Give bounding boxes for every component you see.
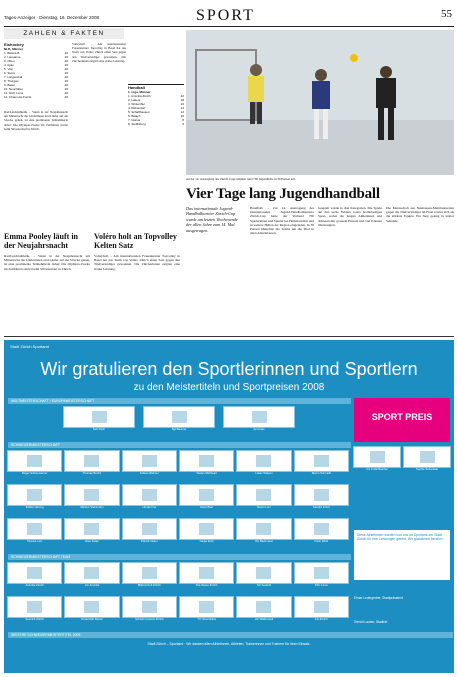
athlete-name: HC Wädenswil <box>254 617 274 621</box>
standings-cell: 26 <box>64 71 68 76</box>
athlete-card <box>295 596 348 626</box>
athlete-card <box>295 484 348 514</box>
ad-signature-2: Gerold Lauber, Stadtrat <box>354 620 388 624</box>
athlete-photo <box>256 601 271 613</box>
athlete-card <box>295 562 348 592</box>
athlete-photo <box>27 567 42 579</box>
standings-cell: 4. Dübendorf <box>128 106 146 111</box>
standings-cell: 10 <box>180 114 184 119</box>
athlete-photo <box>199 489 214 501</box>
athlete-photo-frame <box>236 518 291 540</box>
athlete-name: Rot-Weiss Zürich <box>195 583 218 587</box>
athlete-photo <box>199 523 214 535</box>
athlete-photo-frame <box>223 406 295 428</box>
athlete-card <box>237 518 290 548</box>
handball-title: Handball <box>128 85 145 90</box>
athlete-name: Seeclub Zürich <box>25 617 44 621</box>
standings-cell: 9. Basel <box>4 83 15 88</box>
athlete-photo-frame <box>64 596 119 618</box>
ad-row-6 <box>8 596 348 626</box>
athlete-name: Marco Schmidli <box>311 471 331 475</box>
standings-cell: 7. Langenthal <box>4 75 23 80</box>
athlete-card <box>8 518 61 548</box>
athlete-photo-frame <box>7 518 62 540</box>
athlete-photo <box>256 455 271 467</box>
standings-cell: 16 <box>180 102 184 107</box>
athlete-name: Karin Wüst <box>314 539 329 543</box>
athlete-photo-frame <box>179 484 234 506</box>
athlete-photo <box>84 601 99 613</box>
athlete-photo <box>84 567 99 579</box>
athlete-photo-frame <box>294 518 349 540</box>
ad-band-sm: SCHWEIZERMEISTERSCHAFT <box>8 442 351 448</box>
ad-footer: Stadt Zürich – Sportamt · Wir danken allen Athletinnen, Athleten, Trainerinnen und Trainern für ihren Einsatz. <box>147 642 311 646</box>
athlete-name: SC Seefeld <box>256 583 272 587</box>
athlete-photo-frame <box>64 562 119 584</box>
standings-title: Eishockey <box>4 42 24 47</box>
athlete-photo <box>142 489 157 501</box>
athlete-photo <box>84 523 99 535</box>
athlete-card <box>180 518 233 548</box>
athlete-card <box>295 518 348 548</box>
athlete-name: Hans Bieri <box>200 505 214 509</box>
athlete-name: Schwimmverein Zürich <box>135 617 164 621</box>
athlete-name: Stefan Mülhaupt <box>196 471 217 475</box>
athlete-photo-frame <box>64 484 119 506</box>
athlete-photo <box>27 523 42 535</box>
standings-cell: 12 <box>180 110 184 115</box>
standings-cell: 18 <box>180 98 184 103</box>
athlete-name: GC Amicitia <box>84 583 100 587</box>
sport-preis-label: SPORT PREIS <box>371 412 433 422</box>
athlete-name: Sgt Baumet <box>171 427 187 431</box>
ad-row-1 <box>64 406 294 436</box>
athlete-photo <box>314 455 329 467</box>
athlete-photo <box>252 411 267 423</box>
athlete-photo <box>256 567 271 579</box>
standings-cell: 26 <box>64 67 68 72</box>
standings-cell: 6. Bülach <box>128 114 141 119</box>
athlete-name: Sophie Schaufele <box>416 467 438 471</box>
athlete-name: TV Unterstrass <box>197 617 216 621</box>
athlete-name: Patrick Gisler <box>141 539 158 543</box>
standings-cell: 4. Ajoie <box>4 63 14 68</box>
standings-box <box>4 42 68 99</box>
handball-sub: 1. Liga, Männer <box>128 90 151 94</box>
athlete-photo <box>142 455 157 467</box>
standings-cell: 10. Neuchâtel <box>4 87 23 92</box>
emma-body: Rad/Leichtathletik. – Wenn in der Neujahrsnacht um Mitternacht die Läuferinnen und Läufer auf die Strecke gehen, ist eine prominente Teilnehmerin dabei: Die Olympia-Zweite im Zeitfahren startet beim Silvesterlauf in Zürich. <box>4 254 90 271</box>
athlete-name: Markus Steinmann <box>80 505 104 509</box>
athlete-card <box>237 596 290 626</box>
athlete-card <box>237 562 290 592</box>
athlete-photo <box>199 567 214 579</box>
standings-row <box>128 122 184 126</box>
athlete-photo <box>142 601 157 613</box>
ad-row-4 <box>8 518 348 548</box>
sport-preis-logo <box>354 398 450 442</box>
standings-cell: 26 <box>64 95 68 100</box>
athlete-photo-frame <box>7 596 62 618</box>
athlete-photo-frame <box>122 596 177 618</box>
emma-headline: Emma Pooley läuft in der Neujahrsnacht <box>4 232 78 250</box>
standings-cell: 26 <box>64 75 68 80</box>
athlete-name: Ursula Frei <box>142 505 157 509</box>
standings-cell: 1. Biasca-B <box>4 51 20 56</box>
athlete-card <box>8 484 61 514</box>
athlete-card <box>123 450 176 480</box>
page-header <box>4 4 454 27</box>
athlete-photo <box>172 411 187 423</box>
athlete-photo <box>420 451 435 463</box>
athlete-photo-frame <box>236 596 291 618</box>
facts-title: ZAHLEN & FAKTEN <box>4 28 124 39</box>
handball-photo <box>186 30 454 175</box>
athlete-name: Lukas Walpen <box>255 471 273 475</box>
ad-row-5 <box>8 562 348 592</box>
standings-row <box>4 95 68 99</box>
athlete-photo-frame <box>179 450 234 472</box>
athlete-card <box>123 596 176 626</box>
athlete-card <box>123 562 176 592</box>
standings-cell: 14 <box>180 106 184 111</box>
handball-table <box>128 94 184 126</box>
athlete-photo <box>370 451 385 463</box>
athlete-name: Urs Bachmann <box>254 539 274 543</box>
standings-cell: 11. GCK Lions <box>4 91 24 96</box>
athlete-photo-frame <box>64 450 119 472</box>
athlete-photo <box>314 567 329 579</box>
athlete-photo-frame <box>179 596 234 618</box>
ad-closing-text: Diese Athletinnen wurden von uns im Sportamt der Stadt Zürich für ihre Leistungen geehrt. Wir gratulieren herzlich. <box>354 530 450 580</box>
athlete-card <box>8 450 61 480</box>
ad-brand: Stadt Zürich Sportamt <box>10 344 49 349</box>
athlete-name: FC Zürich <box>315 617 328 621</box>
athlete-card <box>8 562 61 592</box>
athlete-name: Urs Frölichbacher <box>365 467 389 471</box>
athlete-name: Remo Lutz <box>257 505 271 509</box>
divider <box>4 336 454 337</box>
standings-cell: 3. Winterthur <box>128 102 146 107</box>
athlete-photo-frame <box>179 518 234 540</box>
athlete-photo <box>314 601 329 613</box>
athlete-photo-frame <box>294 484 349 506</box>
standings-sub: NLB, Männer <box>4 47 24 51</box>
athlete-photo-frame <box>122 450 177 472</box>
paper-dateline: Tages-Anzeiger · Dienstag, 16. Dezember 2008 <box>4 15 100 20</box>
athlete-name: Sandra Imhof <box>312 505 330 509</box>
photo-caption: An der 14. Austragung des Zürich-Cups nahmen rund 700 Jugendliche in 39 Partien teil. <box>186 177 296 181</box>
athlete-card <box>180 484 233 514</box>
athlete-photo <box>142 523 157 535</box>
athlete-card <box>123 484 176 514</box>
main-body-col1: Handball. – Zur 14. Austragung des internationalen Jugend-Handballturniers Zürich-Cup hatte der Verband 700 Spielerinnen und Spieler ins Hallenstadion und in weitere Hallen der Region eingeladen. In 39 Partien kämpften die Teams um die Titel in allen Altersklassen. <box>250 206 314 236</box>
facts-filler: Rad/Leichtathletik. – Wenn in der Neujahrsnacht um Mitternacht die Läuferinnen und Läufer auf die Strecke gehen, ist eine prominente Teilnehmerin dabei: Die Olympia-Zweite im Zeitfahren startet beim Silvesterlauf in Zürich. <box>4 110 68 131</box>
standings-cell: 8. Steffisburg <box>128 122 146 127</box>
athlete-photo <box>84 489 99 501</box>
ad-row-2 <box>8 450 348 480</box>
section-title: SPORT <box>196 7 255 24</box>
athlete-name: Fabian Widmer <box>139 471 159 475</box>
standings-table <box>4 51 68 99</box>
ad-row-3 <box>8 484 348 514</box>
athlete-photo-frame <box>122 518 177 540</box>
handball-box <box>128 84 184 126</box>
standings-cell: 26 <box>64 63 68 68</box>
standings-cell: 22 <box>180 94 184 99</box>
standings-cell: 7. Glarus <box>128 118 141 123</box>
athlete-card <box>224 406 294 436</box>
standings-cell: 26 <box>64 83 68 88</box>
athlete-name: Amicitia Zürich <box>25 583 44 587</box>
athlete-photo-frame <box>7 450 62 472</box>
athlete-name: Billard-Club Zürich <box>137 583 161 587</box>
athlete-card <box>65 450 118 480</box>
athlete-card <box>65 484 118 514</box>
ad-band-wm: WELTMEISTERSCHAFT / EUROPAMEISTERSCHAFT <box>8 398 351 404</box>
page-number: 55 <box>441 8 452 20</box>
main-body-col2: Gespielt wurde in drei Kategorien. Die Spiele auf den sechs Feldern boten hochklassigen Sport, wobei die jungen Athletinnen und Athleten mit grossem Einsatz und viel Können überzeugten. <box>318 206 382 227</box>
athlete-photo <box>84 455 99 467</box>
athlete-photo-frame <box>63 406 135 428</box>
athlete-photo-frame <box>179 562 234 584</box>
athlete-card <box>180 450 233 480</box>
athlete-card <box>144 406 214 436</box>
athlete-photo-frame <box>236 450 291 472</box>
athlete-card <box>295 450 348 480</box>
standings-cell: 8. Thurgau <box>4 79 19 84</box>
athlete-card <box>65 518 118 548</box>
ad-greeting-sub: zu den Meistertiteln und Sportpreisen 2008 <box>133 382 325 393</box>
athlete-photo <box>27 489 42 501</box>
athlete-photo-frame <box>143 406 215 428</box>
athlete-card <box>64 406 134 436</box>
main-body-col3: Die Mannschaft aus Neuhausen-Mettmenstetten gegen die Titelverteidiger im Final erwies sich als die stärkste Equipe. Ein Sieg gelang in letzter Sekunde. <box>386 206 454 223</box>
sport-preis-winners <box>354 446 450 476</box>
athlete-name: Gian Keller <box>85 539 99 543</box>
standings-cell: 8 <box>182 118 184 123</box>
athlete-photo <box>27 455 42 467</box>
athlete-card <box>237 484 290 514</box>
standings-cell: 26 <box>64 51 68 56</box>
athlete-card <box>180 562 233 592</box>
athlete-photo-frame <box>7 484 62 506</box>
standings-cell: 26 <box>64 91 68 96</box>
athlete-photo <box>199 455 214 467</box>
athlete-photo-frame <box>294 450 349 472</box>
ad-signature-1: Elmar Ledergerber, Stadtpräsident <box>354 596 403 600</box>
athlete-name: Roger Schwendener <box>21 471 48 475</box>
handball-scene-illustration <box>186 30 454 175</box>
standings-cell: 6 <box>182 122 184 127</box>
athlete-photo <box>256 523 271 535</box>
standings-cell: 26 <box>64 55 68 60</box>
ad-band-team: SCHWEIZERMEISTERSCHAFT TEAM <box>8 554 351 560</box>
athlete-card <box>180 596 233 626</box>
athlete-photo-frame <box>7 562 62 584</box>
volero-headline: Voléro holt an Topvolley Kelten Satz <box>94 232 177 250</box>
ad-band-more: WEITERE SCHWEIZERMEISTERTITEL 2008 <box>8 632 453 638</box>
athlete-photo <box>314 489 329 501</box>
athlete-name: Esther Herzog <box>25 505 44 509</box>
athlete-photo-frame <box>403 446 451 468</box>
standings-cell: 2. Lausanne <box>4 55 21 60</box>
athlete-photo <box>199 601 214 613</box>
athlete-card <box>237 450 290 480</box>
athlete-name: Tamara Lutz <box>26 539 43 543</box>
volero-body: Volleyball. – Am internationalen Frauenturnier Topvolley in Basel hat das Team von Voléro Zürich einen Satz gegen den Titelverteidiger gewonnen. Die Zürcherinnen zeigten eine starke Leistung. <box>94 254 180 271</box>
standings-cell: 6. Sierre <box>4 71 16 76</box>
standings-cell: 26 <box>64 87 68 92</box>
standings-cell: 1. Amicitia Zürich <box>128 94 151 99</box>
standings-cell: 5. Visp <box>4 67 14 72</box>
athlete-photo-frame <box>353 446 401 468</box>
athlete-photo-frame <box>236 484 291 506</box>
standings-cell: 5. Schaffhausen <box>128 110 150 115</box>
athlete-card <box>8 596 61 626</box>
ad-greeting: Wir gratulieren den Sportlerinnen und Sportlern <box>40 359 418 379</box>
athlete-photo-frame <box>294 596 349 618</box>
athlete-photo <box>314 523 329 535</box>
facts-text-left <box>4 110 68 131</box>
athlete-photo <box>92 411 107 423</box>
athlete-name: Nadja Roth <box>199 539 214 543</box>
athlete-name: Ruderclub Reuss <box>81 617 103 621</box>
athlete-card <box>354 446 400 476</box>
athlete-photo <box>142 567 157 579</box>
athlete-card <box>404 446 450 476</box>
standings-cell: 26 <box>64 79 68 84</box>
standings-cell: 2. Lakers <box>128 98 141 103</box>
athlete-photo-frame <box>236 562 291 584</box>
main-headline: Vier Tage lang Jugendhandball <box>186 186 380 202</box>
athlete-photo-frame <box>294 562 349 584</box>
athlete-card <box>65 562 118 592</box>
athlete-name: ZSC Lions <box>314 583 328 587</box>
athlete-card <box>123 518 176 548</box>
standings-cell: 12. Chaux-de-Fonds <box>4 95 32 100</box>
athlete-photo <box>256 489 271 501</box>
facts-text-mid <box>72 42 126 63</box>
athlete-photo <box>27 601 42 613</box>
athlete-photo-frame <box>64 518 119 540</box>
athlete-card <box>65 596 118 626</box>
facts-filler-2: Volleyball. – Am internationalen Frauenturnier Topvolley in Basel hat das Team von Voléro Zürich einen Satz gegen den Titelverteidiger gewonnen. Die Zürcherinnen zeigten eine starke Leistung. <box>72 42 126 63</box>
athlete-name: Thomas Buchs <box>82 471 102 475</box>
athlete-name: Sct Anas <box>253 427 265 431</box>
sport-ad <box>4 340 454 673</box>
standings-cell: 26 <box>64 59 68 64</box>
athlete-photo-frame <box>122 562 177 584</box>
athlete-photo-frame <box>122 484 177 506</box>
standings-cell: 3. Olten <box>4 59 15 64</box>
athlete-name: Seb Pach <box>92 427 106 431</box>
main-lead: Das internationale Jugend-Handballturnier Zürich-Cup wurde am letzten Wochenende der allen Jahre zum 14. Mal ausgetragen. <box>186 206 238 233</box>
